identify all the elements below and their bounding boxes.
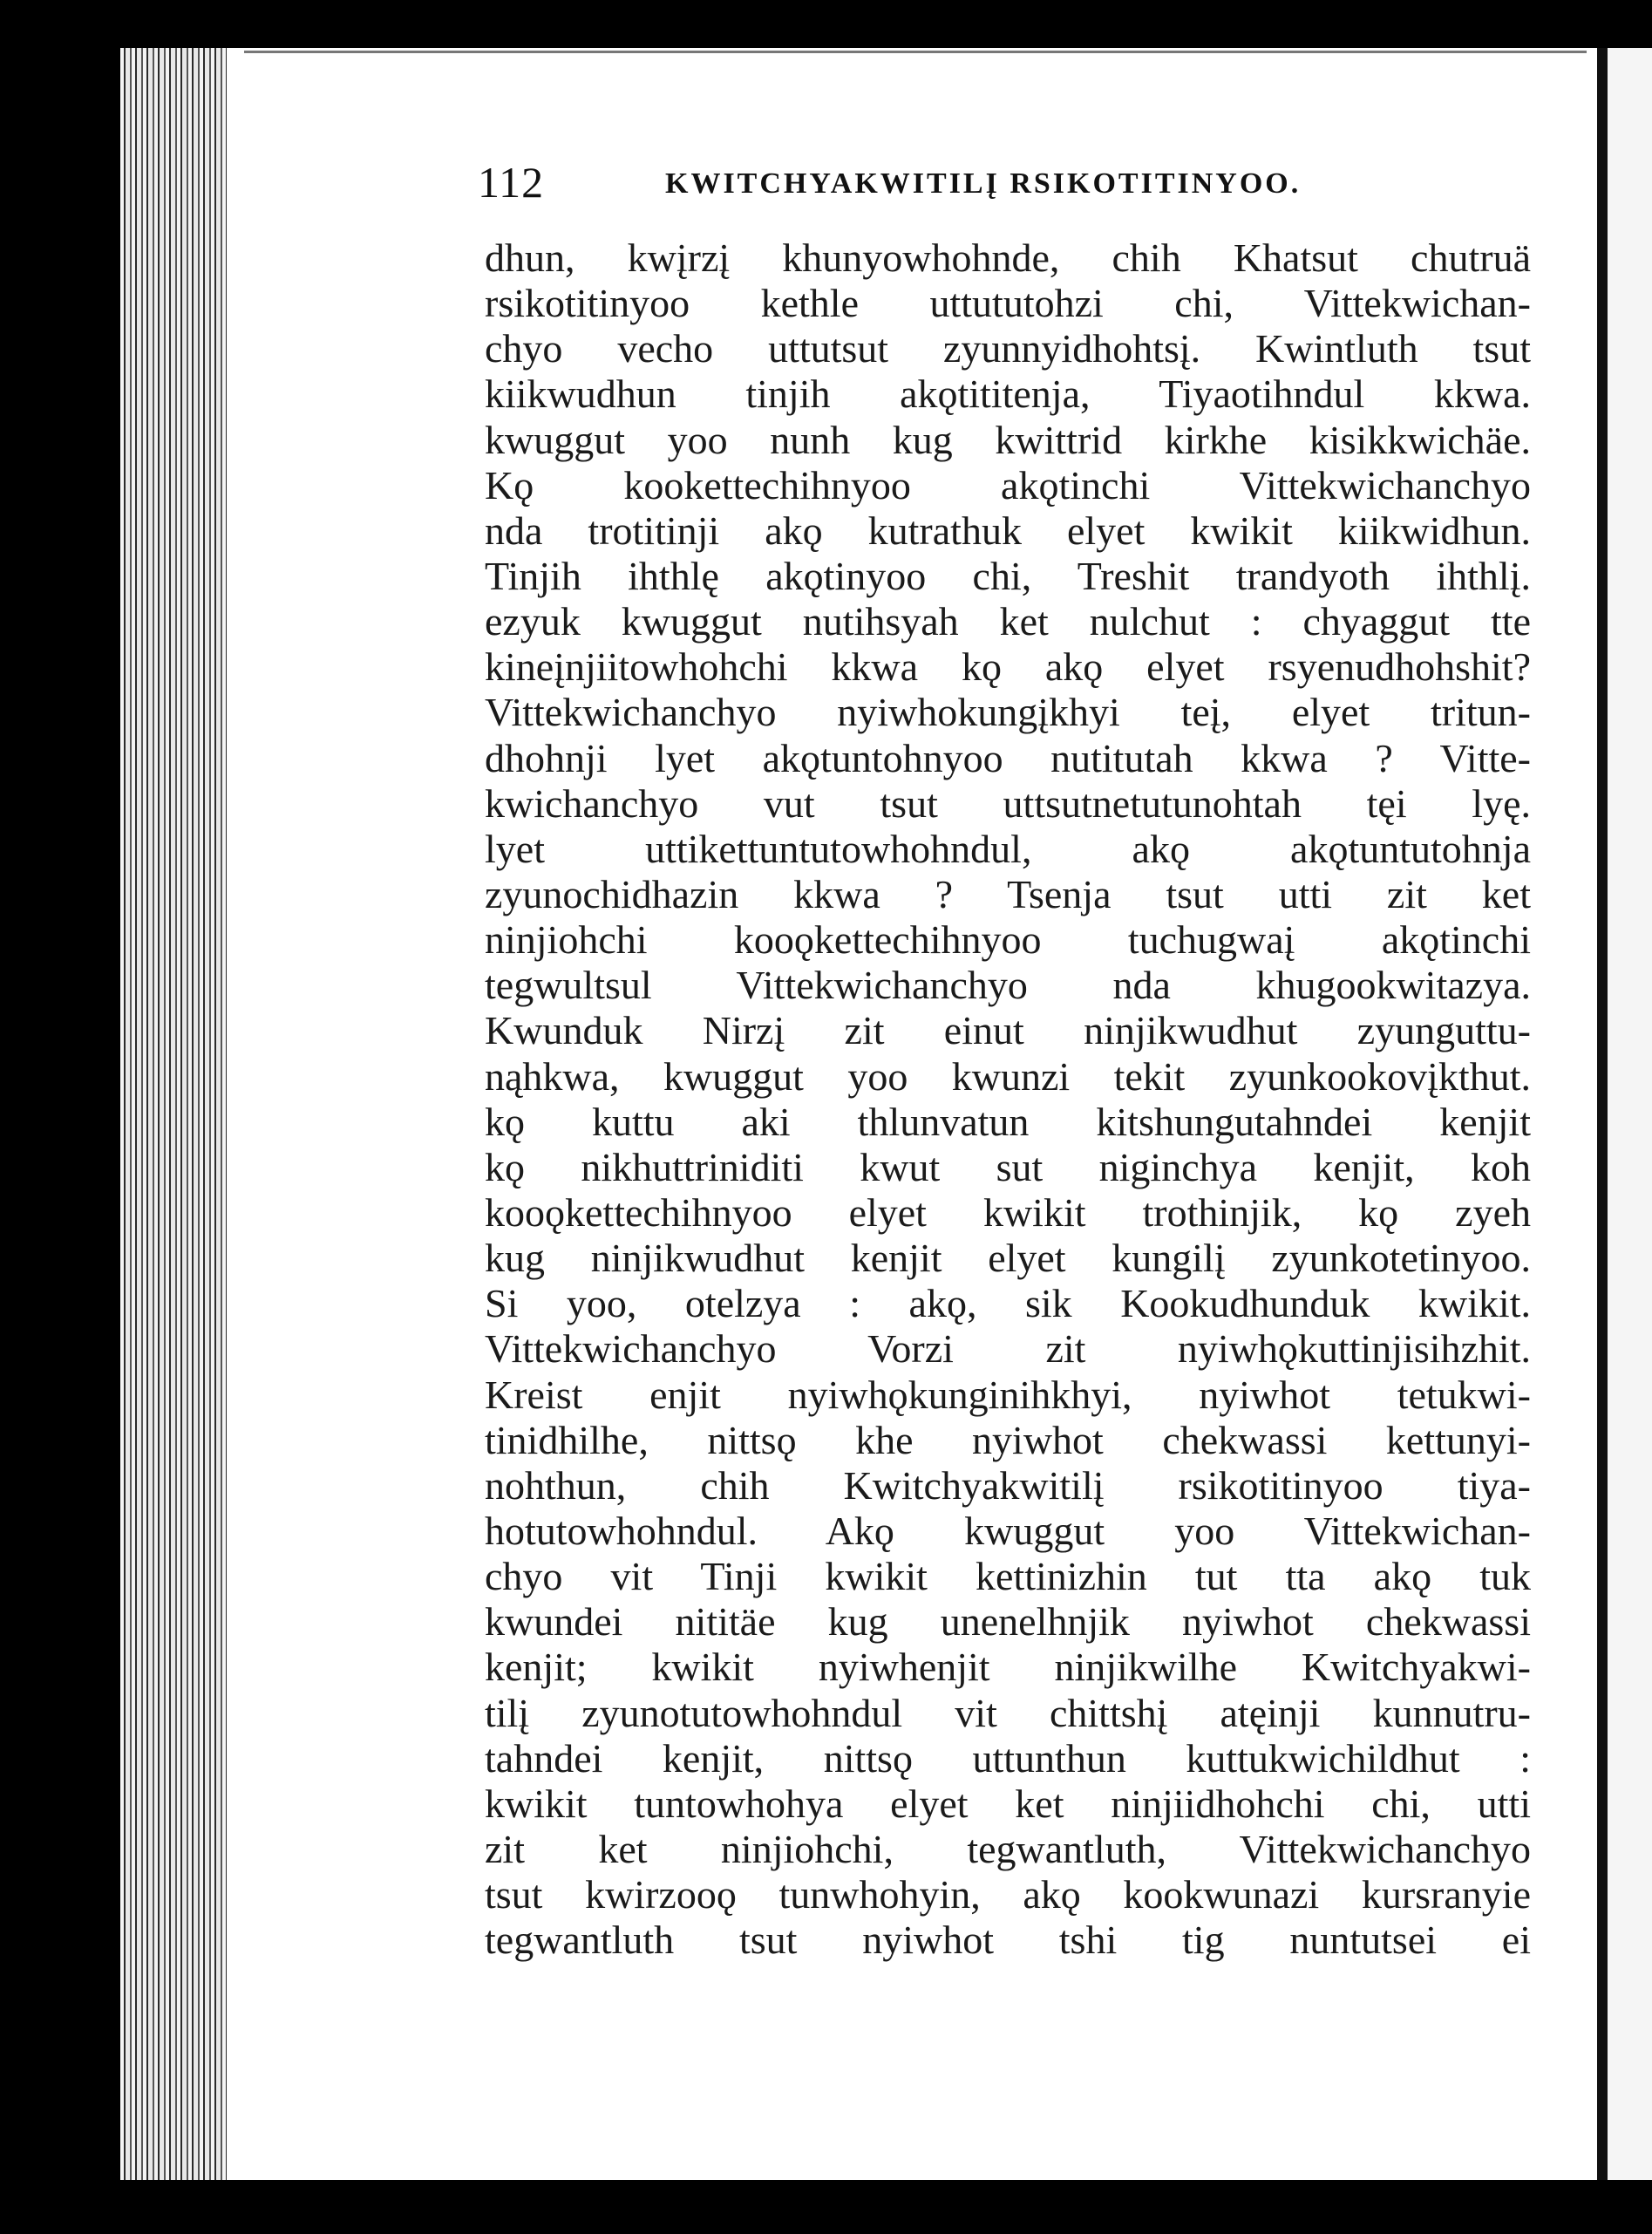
running-head <box>478 157 1611 218</box>
text-line: kineįnjiitowhohchi kkwa kǫ akǫ elyet rsyenudhohshit? <box>485 644 1531 690</box>
text-line: tahndei kenjit, nittsǫ uttunthun kuttukwichildhut : <box>485 1735 1531 1781</box>
text-line: kwundei nititäe kug unenelhnjik nyiwhot chekwassi <box>485 1599 1531 1645</box>
text-line: Kwunduk Nirzį zit einut ninjikwudhut zyunguttu- <box>485 1008 1531 1053</box>
text-line: tinidhilhe, nittsǫ khe nyiwhot chekwassi kettunyi- <box>485 1417 1531 1462</box>
text-line: tegwultsul Vittekwichanchyo nda khugookwitazya. <box>485 963 1531 1008</box>
text-line: kiikwudhun tinjih akǫtititenja, Tiyaotihndul kkwa. <box>485 371 1531 417</box>
text-line: hotutowhohndul. Akǫ kwuggut yoo Vittekwichan- <box>485 1508 1531 1553</box>
text-line: Tinjih ihthlę akǫtinyoo chi, Treshit trandyoth ihthlį. <box>485 553 1531 598</box>
text-line: kug ninjikwudhut kenjit elyet kungilį zyunkotetinyoo. <box>485 1236 1531 1281</box>
text-line: Kǫ kookettechihnyoo akǫtinchi Vittekwichanchyo <box>485 462 1531 507</box>
page-top-edge <box>244 51 1587 53</box>
text-line: Si yoo, otelzya : akǫ, sik Kookudhunduk kwikit. <box>485 1281 1531 1326</box>
text-line: kooǫkettechihnyoo elyet kwikit trothinjik, kǫ zyeh <box>485 1189 1531 1235</box>
adjacent-page-edge <box>1608 48 1652 2180</box>
text-line: tsut kwirzooǫ tunwhohyin, akǫ kookwunazi kursranyie <box>485 1872 1531 1917</box>
text-line: nda trotitinji akǫ kutrathuk elyet kwikit kiikwidhun. <box>485 507 1531 553</box>
text-line: nąhkwa, kwuggut yoo kwunzi tekit zyunkookovįkthut. <box>485 1053 1531 1099</box>
text-line: ninjiohchi kooǫkettechihnyoo tuchugwaį akǫtinchi <box>485 917 1531 963</box>
text-line: chyo vecho uttutsut zyunnyidhohtsį. Kwintluth tsut <box>485 326 1531 371</box>
page-number: 112 <box>478 158 545 207</box>
text-line: Vittekwichanchyo nyiwhokungįkhyi teį, elyet tritun- <box>485 690 1531 735</box>
running-title: KWITCHYAKWITILĮ RSIKOTITINYOO. <box>665 167 1302 200</box>
text-line: kwuggut yoo nunh kug kwittrid kirkhe kisikkwichäe. <box>485 417 1531 462</box>
text-line: kǫ nikhuttriniditi kwut sut niginchya kenjit, koh <box>485 1144 1531 1189</box>
text-line: kwikit tuntowhohya elyet ket ninjiidhohchi chi, utti <box>485 1781 1531 1826</box>
text-line: tilį zyunotutowhohndul vit chittshį atęinji kunnutru- <box>485 1690 1531 1735</box>
text-line: kenjit; kwikit nyiwhenjit ninjikwilhe Kwitchyakwi- <box>485 1645 1531 1690</box>
page-gutter-shadow <box>1597 48 1608 2180</box>
text-line: zit ket ninjiohchi, tegwantluth, Vittekwichanchyo <box>485 1826 1531 1871</box>
text-line: tegwantluth tsut nyiwhot tshi tig nuntutsei ei <box>485 1917 1531 1963</box>
text-line: Kreist enjit nyiwhǫkunginihkhyi, nyiwhot tetukwi- <box>485 1372 1531 1417</box>
text-line: Vittekwichanchyo Vorzi zit nyiwhǫkuttinjisihzhit. <box>485 1326 1531 1372</box>
book-binding-edge <box>120 48 229 2180</box>
body-text <box>485 235 1531 1963</box>
text-line: nohthun, chih Kwitchyakwitilį rsikotitinyoo tiya- <box>485 1462 1531 1508</box>
text-line: dhohnji lyet akǫtuntohnyoo nutitutah kkwa ? Vitte- <box>485 735 1531 780</box>
text-line: ezyuk kwuggut nutihsyah ket nulchut : chyaggut tte <box>485 599 1531 644</box>
text-line: lyet uttikettuntutowhohndul, akǫ akǫtuntutohnja <box>485 826 1531 871</box>
text-line: chyo vit Tinji kwikit kettinizhin tut tta akǫ tuk <box>485 1554 1531 1599</box>
text-line: kǫ kuttu aki thlunvatun kitshungutahndei kenjit <box>485 1099 1531 1144</box>
text-line: rsikotitinyoo kethle uttututohzi chi, Vittekwichan- <box>485 281 1531 326</box>
text-line: dhun, kwįrzį khunyowhohnde, chih Khatsut chutruä <box>485 235 1531 280</box>
text-line: kwichanchyo vut tsut uttsutnetutunohtah tęi lyę. <box>485 780 1531 826</box>
text-line: zyunochidhazin kkwa ? Tsenja tsut utti zit ket <box>485 871 1531 916</box>
